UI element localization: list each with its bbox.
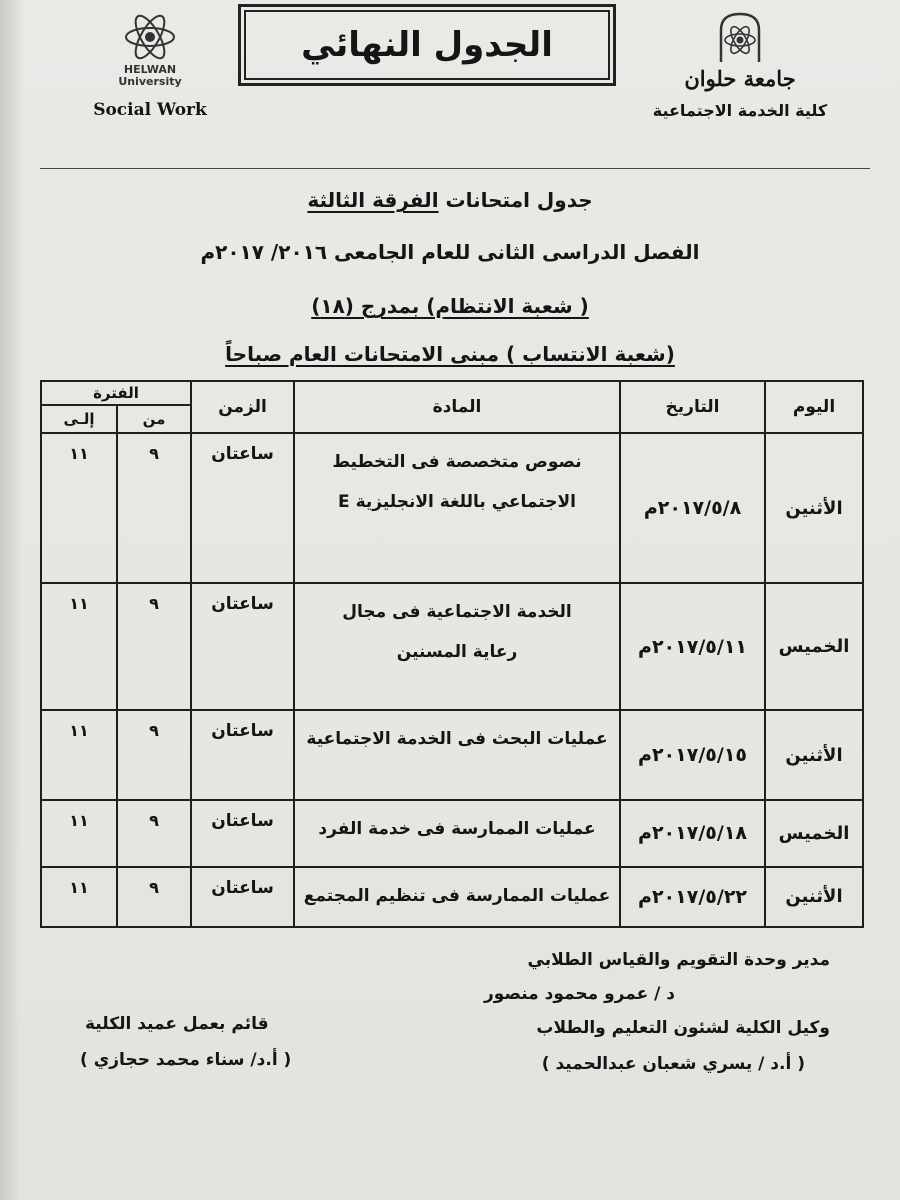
table-row (41, 433, 863, 583)
cell-duration: ساعتان (191, 710, 294, 800)
cell-to: ١١ (41, 867, 117, 927)
cell-day: الخميس (765, 800, 863, 867)
evaluation-director-title: مدير وحدة التقويم والقياس الطلابي (527, 950, 830, 970)
cell-day: الخميس (765, 583, 863, 710)
table-row (41, 583, 863, 710)
cell-day: الأثنين (765, 433, 863, 583)
faculty-english-name: Social Work (93, 100, 207, 120)
cell-from: ٩ (117, 800, 191, 867)
acting-dean-name: ( أ.د/ سناء محمد حجازي ) (80, 1050, 292, 1070)
helwan-logo-left (90, 10, 210, 120)
exam-heading-group: الفرقة الثالثة (307, 188, 439, 212)
cell-subject (294, 867, 620, 927)
affiliation-division-line: (شعبة الانتساب ) مبنى الامتحانات العام صباحاً (225, 342, 675, 366)
faculty-arabic-name: كلية الخدمة الاجتماعية (652, 101, 828, 120)
header-subject: المادة (294, 381, 620, 433)
subject-line-2: الاجتماعي باللغة الانجليزية E (338, 492, 576, 512)
header-duration: الزمن (191, 381, 294, 433)
title-frame (238, 4, 616, 86)
cell-subject (294, 433, 620, 583)
cell-date: ٢٠١٧/٥/١٨م (620, 800, 765, 867)
cell-from: ٩ (117, 433, 191, 583)
atom-emblem-icon (713, 10, 767, 64)
cell-subject (294, 583, 620, 710)
exam-heading (200, 188, 700, 212)
cell-date: ٢٠١٧/٥/١١م (620, 583, 765, 710)
exam-schedule-table (40, 380, 864, 928)
atom-emblem-icon (123, 10, 177, 64)
helwan-logo-right (640, 10, 840, 120)
page-fold-shadow (0, 0, 22, 1200)
subject-line-1: عمليات الممارسة فى تنظيم المجتمع (303, 885, 611, 906)
page-title: الجدول النهائي (244, 10, 610, 80)
cell-date: ٢٠١٧/٥/٨م (620, 433, 765, 583)
table-row (41, 867, 863, 927)
cell-day: الأثنين (765, 710, 863, 800)
subject-line-1: الخدمة الاجتماعية فى مجال (342, 602, 572, 623)
cell-from: ٩ (117, 867, 191, 927)
header-to: إلـى (41, 405, 117, 433)
semester-line: الفصل الدراسى الثانى للعام الجامعى ٢٠١٦/ ٢٠١٧م (200, 240, 700, 264)
cell-duration: ساعتان (191, 433, 294, 583)
table-row (41, 710, 863, 800)
regular-division-line: ( شعبة الانتظام) بمدرج (١٨) (311, 294, 589, 318)
cell-duration: ساعتان (191, 867, 294, 927)
header-divider (40, 168, 870, 169)
cell-day: الأثنين (765, 867, 863, 927)
evaluation-director-name: د / عمرو محمود منصور (484, 984, 675, 1004)
subject-line-2: رعاية المسنين (396, 642, 518, 663)
header-from: من (117, 405, 191, 433)
header-day: اليوم (765, 381, 863, 433)
vice-dean-name: ( أ.د / يسري شعبان عبدالحميد ) (541, 1054, 805, 1074)
logo-helwan-text: HELWAN (123, 63, 177, 76)
subject-line-1: نصوص متخصصة فى التخطيط (332, 452, 582, 472)
table-row (41, 800, 863, 867)
exam-heading-prefix: جدول امتحانات (438, 188, 593, 212)
cell-to: ١١ (41, 800, 117, 867)
vice-dean-title: وكيل الكلية لشئون التعليم والطلاب (536, 1018, 830, 1038)
table-header-row (41, 381, 863, 405)
subject-line-1: عمليات الممارسة فى خدمة الفرد (318, 818, 596, 839)
cell-to: ١١ (41, 583, 117, 710)
cell-date: ٢٠١٧/٥/١٥م (620, 710, 765, 800)
cell-to: ١١ (41, 433, 117, 583)
cell-subject (294, 800, 620, 867)
subject-line-1: عمليات البحث فى الخدمة الاجتماعية (306, 729, 608, 750)
cell-from: ٩ (117, 583, 191, 710)
acting-dean-title: قائم بعمل عميد الكلية (85, 1014, 269, 1034)
header-date: التاريخ (620, 381, 765, 433)
logo-university-text: University (118, 75, 182, 88)
cell-subject (294, 710, 620, 800)
cell-from: ٩ (117, 710, 191, 800)
cell-to: ١١ (41, 710, 117, 800)
cell-duration: ساعتان (191, 800, 294, 867)
cell-date: ٢٠١٧/٥/٢٢م (620, 867, 765, 927)
university-arabic-name: جامعة حلوان (684, 66, 796, 91)
cell-duration: ساعتان (191, 583, 294, 710)
header-period: الفترة (41, 381, 191, 405)
